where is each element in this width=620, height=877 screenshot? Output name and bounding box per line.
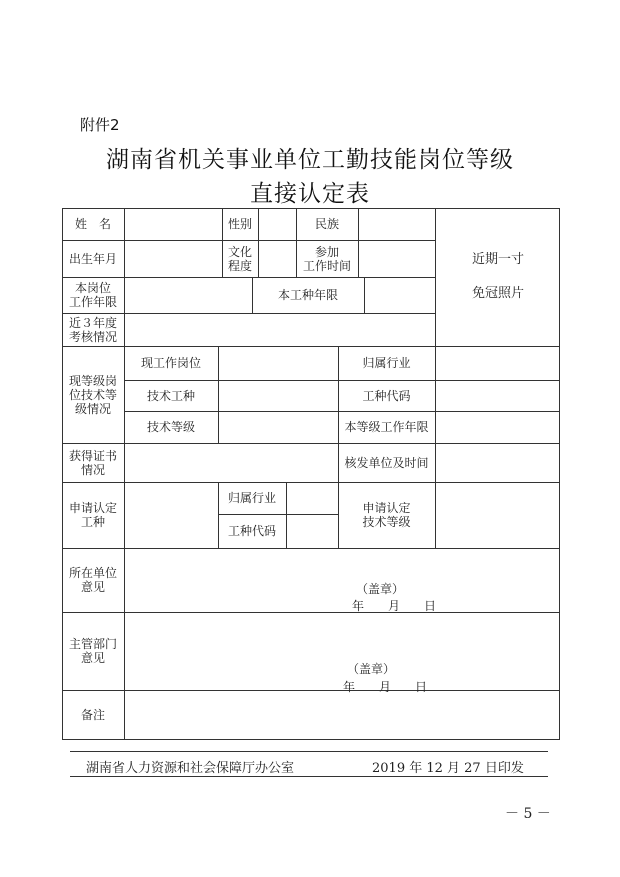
unit-opinion-label-line2: 意见 (80, 580, 105, 594)
apply-trade-label-line2: 工种 (80, 515, 105, 529)
apply-level-field[interactable] (435, 482, 560, 548)
join-work-label-line1: 参加 (314, 244, 339, 259)
remarks-label: 备注 (80, 708, 105, 722)
level-years-label: 本等级工作年限 (344, 420, 429, 434)
tech-level-field[interactable] (218, 411, 338, 443)
education-label-line1: 文化 (227, 244, 252, 259)
trade-code-label: 工种代码 (362, 388, 411, 403)
apply-level-label-line2: 技术等级 (362, 515, 411, 529)
join-work-field[interactable] (358, 240, 435, 277)
apply-trade-field[interactable] (124, 482, 218, 548)
apply-code-label: 工种代码 (227, 524, 276, 538)
birth-label: 出生年月 (68, 251, 117, 266)
footer-top-rule (70, 751, 548, 752)
unit-opinion-label (62, 548, 124, 612)
trade-code-field[interactable] (435, 380, 560, 411)
post-years-field[interactable] (124, 277, 252, 313)
education-label (222, 240, 258, 277)
assessment-field[interactable] (124, 313, 435, 346)
unit-opinion-field[interactable] (124, 548, 560, 612)
post-years-label-line2: 工作年限 (68, 295, 117, 309)
certificate-field[interactable] (124, 443, 338, 482)
ethnicity-label: 民族 (314, 217, 339, 231)
certificate-label-line2: 情况 (80, 462, 105, 477)
current-post-field[interactable] (218, 346, 338, 380)
trade-years-field[interactable] (364, 277, 435, 313)
apply-code-field[interactable] (286, 514, 338, 548)
dept-seal-text: （盖章） (347, 662, 396, 676)
issuer-field[interactable] (435, 443, 560, 482)
birth-field[interactable] (124, 240, 222, 277)
assessment-label-line2: 考核情况 (68, 329, 117, 344)
page-number: － 5 － (505, 806, 551, 822)
education-label-line2: 程度 (227, 258, 252, 273)
post-years-label (62, 277, 124, 313)
apply-level-label (338, 482, 435, 548)
name-label: 姓 名 (74, 217, 111, 231)
dept-date-text: 年 月 日 (343, 680, 428, 694)
unit-date-text: 年 月 日 (352, 599, 437, 613)
industry-field[interactable] (435, 346, 560, 380)
assessment-label-line1: 近３年度 (68, 315, 117, 330)
unit-opinion-label-line1: 所在单位 (68, 566, 117, 580)
apply-level-label-line1: 申请认定 (362, 501, 411, 515)
tech-trade-field[interactable] (218, 380, 338, 411)
current-level-label-line1: 现等级岗 (68, 373, 117, 388)
current-level-label-line3: 级情况 (74, 401, 111, 416)
attachment-label: 附件2 (80, 116, 120, 134)
issuer-label: 核发单位及时间 (344, 455, 429, 470)
current-post-label: 现工作岗位 (140, 356, 201, 370)
join-work-label (296, 240, 358, 277)
dept-opinion-label-line2: 意见 (80, 651, 105, 665)
current-level-label (62, 346, 124, 443)
photo-label-line2: 免冠照片 (471, 286, 524, 301)
form-title-line1: 湖南省机关事业单位工勤技能岗位等级 (106, 147, 514, 173)
trade-years-label: 本工种年限 (277, 288, 338, 302)
apply-industry-field[interactable] (286, 482, 338, 514)
gender-label: 性别 (227, 217, 252, 231)
join-work-label-line2: 工作时间 (302, 258, 351, 273)
certificate-label (62, 443, 124, 482)
form-title-line2: 直接认定表 (250, 181, 370, 207)
ethnicity-field[interactable] (358, 208, 435, 240)
assessment-label (62, 313, 124, 346)
tech-trade-label: 技术工种 (146, 388, 195, 403)
photo-label-line1: 近期一寸 (471, 252, 524, 267)
education-field[interactable] (258, 240, 296, 277)
gender-field[interactable] (258, 208, 296, 240)
apply-industry-label: 归属行业 (227, 491, 276, 505)
apply-trade-label (62, 482, 124, 548)
current-level-label-line2: 位技术等 (68, 387, 117, 402)
name-field[interactable] (124, 208, 222, 240)
dept-opinion-field[interactable] (124, 612, 560, 690)
footer-bottom-rule (70, 776, 548, 777)
footer-issuer: 湖南省人力资源和社会保障厅办公室 (86, 761, 295, 776)
level-years-field[interactable] (435, 411, 560, 443)
industry-label: 归属行业 (362, 356, 411, 370)
apply-trade-label-line1: 申请认定 (68, 501, 117, 515)
dept-opinion-label-line1: 主管部门 (68, 637, 117, 651)
certificate-label-line1: 获得证书 (68, 448, 117, 463)
post-years-label-line1: 本岗位 (74, 281, 111, 295)
unit-seal-text: （盖章） (356, 582, 405, 596)
remarks-field[interactable] (124, 690, 560, 740)
dept-opinion-label (62, 612, 124, 690)
footer-date: 2019 年 12 月 27 日印发 (372, 761, 524, 776)
tech-level-label: 技术等级 (146, 420, 195, 434)
photo-placeholder[interactable] (436, 208, 560, 346)
